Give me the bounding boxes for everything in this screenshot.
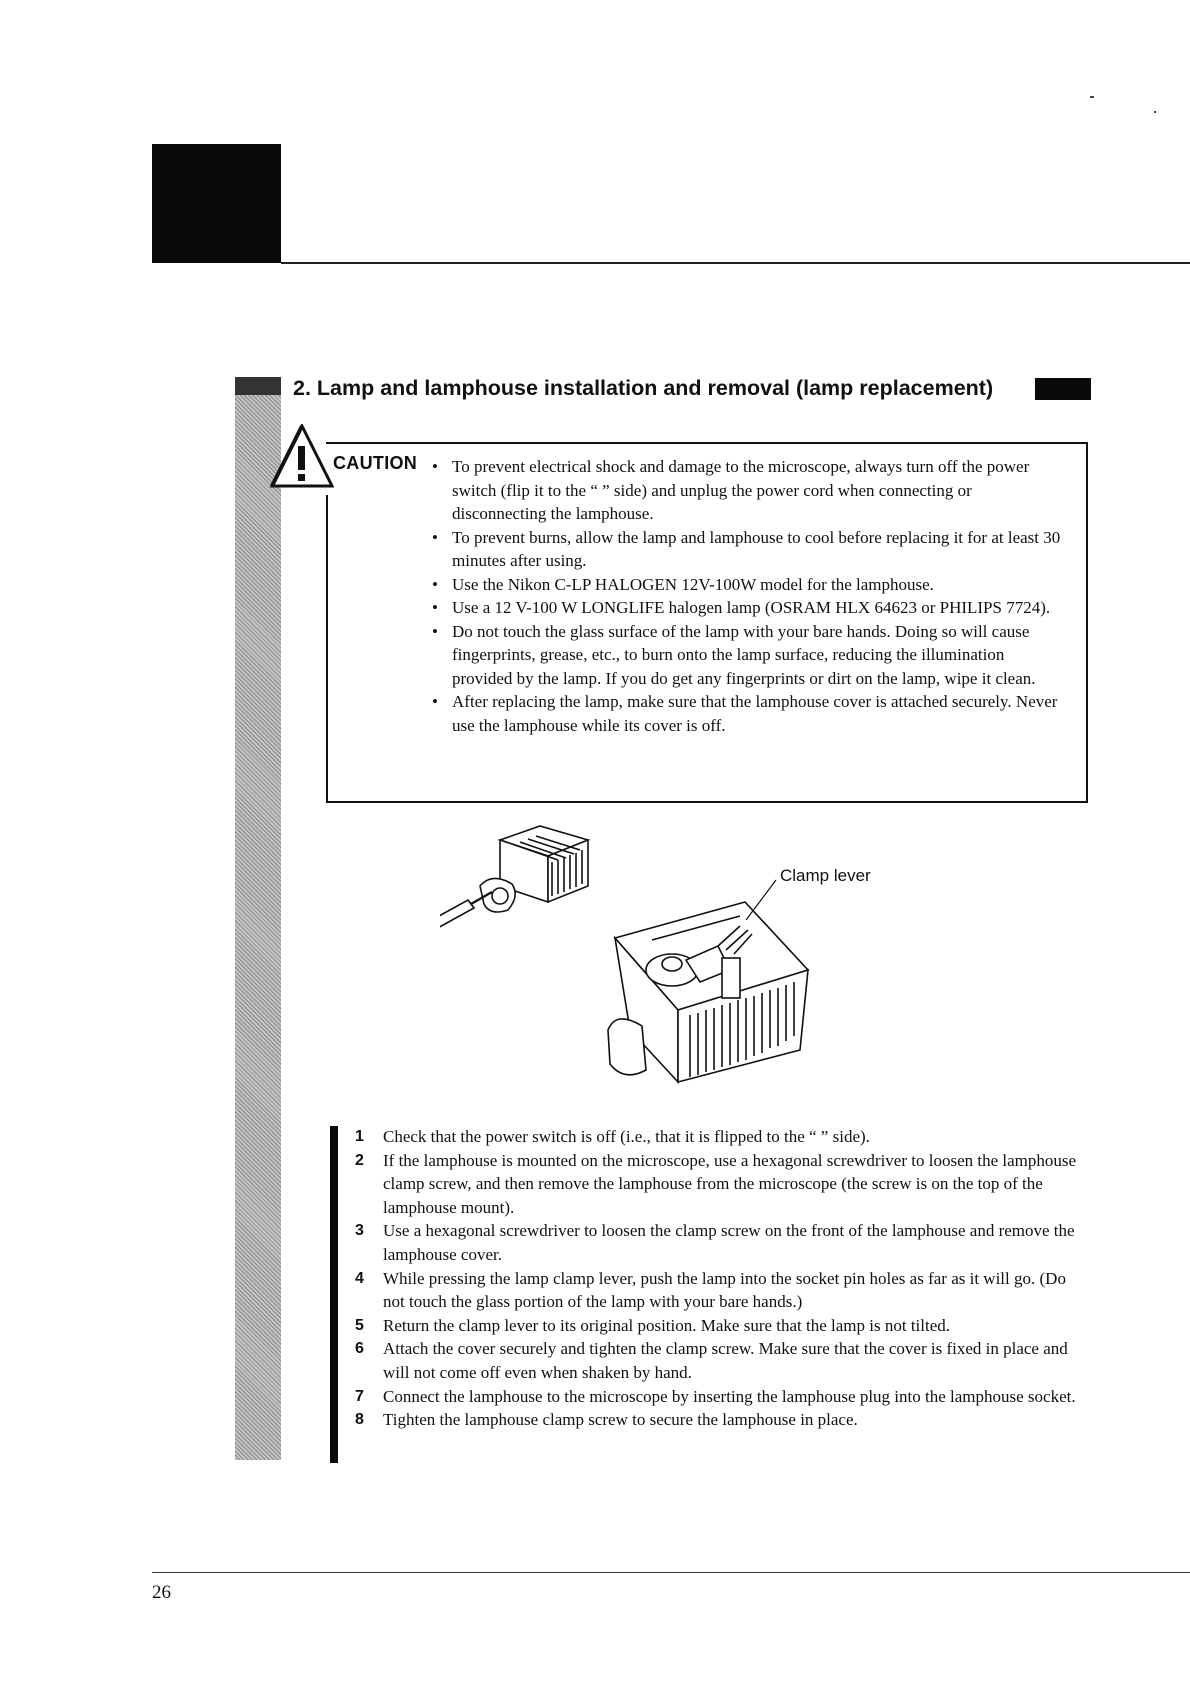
step-number: 1	[355, 1128, 364, 1145]
header-rule	[281, 262, 1190, 264]
lamphouse-illustration	[440, 820, 910, 1105]
step-item	[350, 1219, 1090, 1266]
step-number: 2	[355, 1151, 364, 1169]
caution-list	[432, 455, 1064, 737]
closed-lamphouse-drawing	[440, 826, 588, 931]
step-item	[350, 1408, 1090, 1432]
caution-item: • To prevent electrical shock and damage to the microscope, always turn off the power switch (flip it to the “ ” side) and unplug the power cord when connecting or disconnecting the lamphouse.	[432, 455, 1064, 526]
caution-item: • Do not touch the glass surface of the lamp with your bare hands. Doing so will cause fingerprints, grease, etc., to burn onto the lamp surface, reducing the illumination provided by the lamp. If you do get any fingerprints or dirt on the lamp, wipe it clean.	[432, 620, 1064, 691]
open-lamphouse-drawing	[608, 902, 808, 1082]
procedure-steps	[350, 1125, 1090, 1432]
footer-rule	[152, 1572, 1190, 1573]
step-item	[350, 1149, 1090, 1220]
step-text: Attach the cover securely and tighten the clamp screw. Make sure that the cover is fixed in place and will not come off even when shaken by hand.	[383, 1339, 1068, 1382]
step-number: 5	[355, 1316, 364, 1334]
scan-speck	[1154, 111, 1156, 113]
section-title: 2. Lamp and lamphouse installation and removal (lamp replacement)	[293, 376, 994, 400]
side-tab-marker	[235, 377, 281, 395]
caution-item: • Use a 12 V-100 W LONGLIFE halogen lamp (OSRAM HLX 64623 or PHILIPS 7724).	[432, 596, 1064, 620]
step-number: 8	[355, 1411, 364, 1429]
clamp-lever-leader	[746, 880, 776, 920]
steps-bar	[330, 1126, 338, 1463]
caution-item: • To prevent burns, allow the lamp and lamphouse to cool before replacing it for at least 30 minutes after using.	[432, 526, 1064, 573]
step-number: 7	[355, 1387, 364, 1405]
step-text: Connect the lamphouse to the microscope by inserting the lamphouse plug into the lamphouse socket.	[383, 1386, 1076, 1406]
chapter-header-block	[152, 144, 281, 263]
step-text: If the lamphouse is mounted on the microscope, use a hexagonal screwdriver to loosen the lamphouse clamp screw, and then remove the lamphouse from the microscope (the screw is on the top of the lamphouse mount).	[383, 1150, 1077, 1217]
step-number: 3	[355, 1222, 364, 1240]
page-number: 26	[152, 1582, 171, 1603]
step-number: 6	[355, 1340, 364, 1358]
title-end-block	[1035, 378, 1091, 400]
step-text: Tighten the lamphouse clamp screw to secure the lamphouse in place.	[383, 1410, 858, 1430]
scan-speck	[1090, 96, 1094, 98]
step-item	[350, 1385, 1090, 1409]
caution-box-left-edge	[326, 495, 328, 803]
step-item	[350, 1267, 1090, 1314]
step-item	[350, 1125, 1090, 1149]
warning-triangle-icon	[268, 424, 334, 490]
caution-item: • Use the Nikon C-LP HALOGEN 12V-100W model for the lamphouse.	[432, 573, 1064, 597]
clamp-lever-label: Clamp lever	[780, 866, 871, 885]
step-item	[350, 1337, 1090, 1384]
step-text: Return the clamp lever to its original position. Make sure that the lamp is not tilted.	[383, 1315, 951, 1335]
step-text: Check that the power switch is off (i.e., that it is flipped to the “ ” side).	[383, 1127, 870, 1146]
step-item	[350, 1314, 1090, 1338]
step-text: Use a hexagonal screwdriver to loosen the clamp screw on the front of the lamphouse and remove the lamphouse cover.	[383, 1221, 1075, 1264]
step-text: While pressing the lamp clamp lever, push the lamp into the socket pin holes as far as it will go. (Do not touch the glass portion of the lamp with your bare hands.)	[383, 1268, 1066, 1312]
step-number: 4	[355, 1269, 364, 1287]
caution-item: • After replacing the lamp, make sure that the lamphouse cover is attached securely. Never use the lamphouse while its cover is off.	[432, 690, 1064, 737]
side-tab-strip	[235, 377, 281, 1460]
caution-label: CAUTION	[333, 453, 418, 473]
